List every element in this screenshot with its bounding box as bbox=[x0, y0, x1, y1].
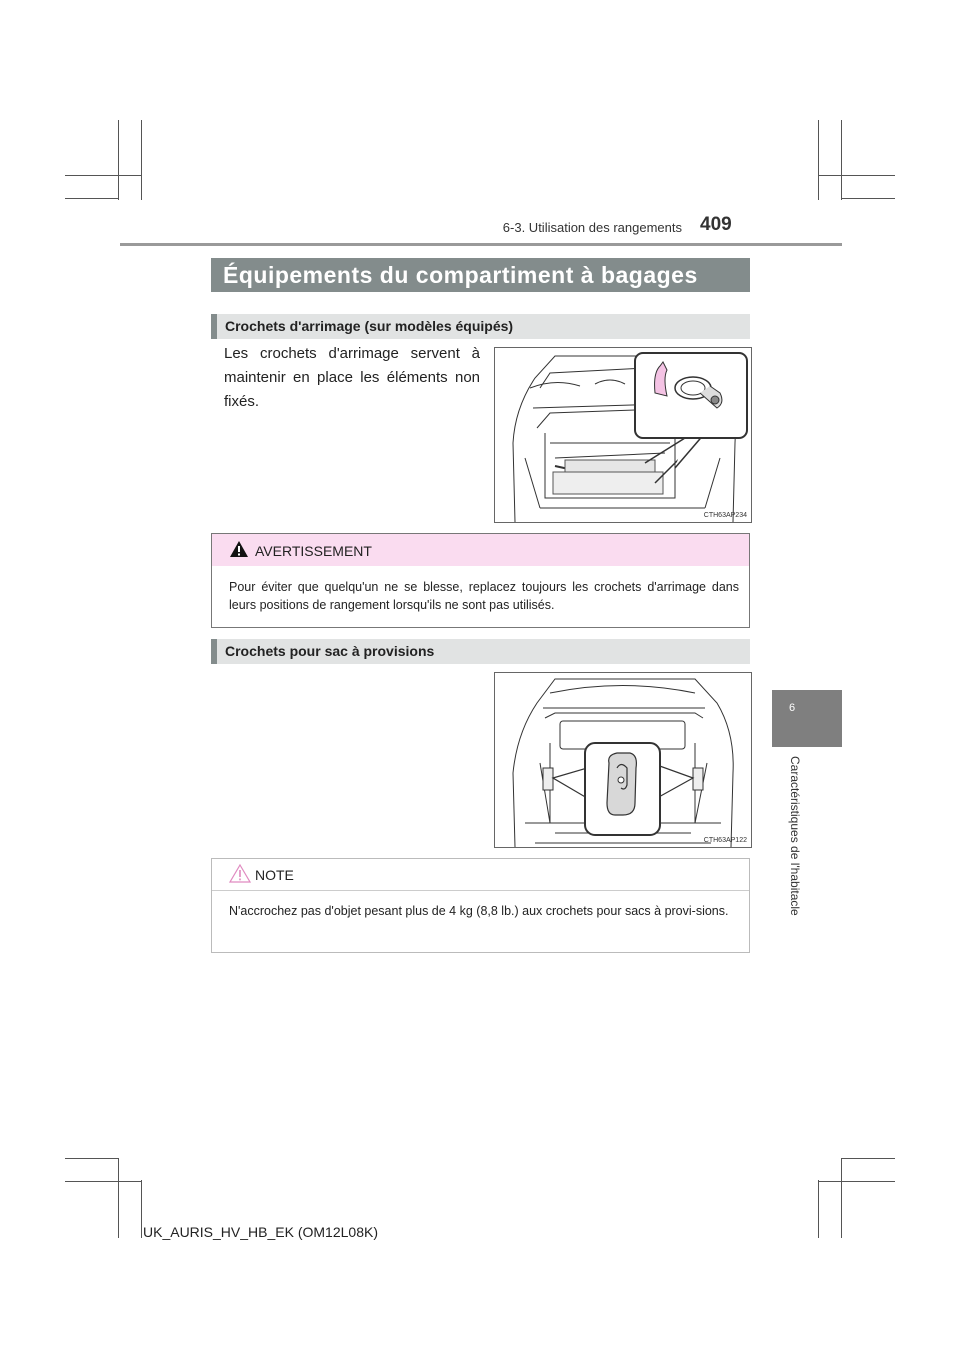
warning-box bbox=[211, 533, 750, 628]
note-text: N'accrochez pas d'objet pesant plus de 4 kg (8,8 lb.) aux crochets pour sacs à provi-sions. bbox=[229, 904, 729, 918]
section-body-lashing-hooks: Les crochets d'arrimage servent à maintenir en place les éléments non fixés. bbox=[224, 345, 480, 410]
figure-label: CTH63AP234 bbox=[703, 512, 747, 519]
page-title: Équipements du compartiment à bagages bbox=[211, 258, 750, 292]
chapter-tab bbox=[772, 690, 842, 747]
warning-text: Pour éviter que quelqu'un ne se blesse, replacez toujours les crochets d'arrimage dans leurs positions de rangement lorsqu'ils ne sont pas utilisés. bbox=[229, 580, 739, 612]
figure-shopping-bag-hooks bbox=[494, 672, 752, 848]
section-heading-lashing-hooks: Crochets d'arrimage (sur modèles équipés) bbox=[211, 314, 750, 339]
warning-header bbox=[212, 534, 749, 566]
trunk-hooks-illustration bbox=[495, 673, 751, 847]
cargo-area-illustration bbox=[495, 348, 751, 522]
warning-label: AVERTISSEMENT bbox=[255, 543, 372, 559]
figure-label: CTH63AP122 bbox=[703, 837, 747, 844]
page-number: 409 bbox=[700, 214, 732, 235]
header-divider bbox=[120, 243, 842, 246]
chapter-number: 6 bbox=[788, 702, 796, 714]
note-box bbox=[211, 858, 750, 953]
caution-triangle-icon bbox=[229, 864, 251, 888]
footer-code: UK_AURIS_HV_HB_EK (OM12L08K) bbox=[143, 1224, 378, 1240]
section-breadcrumb: 6-3. Utilisation des rangements bbox=[502, 220, 682, 235]
figure-lashing-hooks bbox=[494, 347, 752, 523]
note-header bbox=[212, 859, 749, 891]
section-heading-shopping-bag-hooks: Crochets pour sac à provisions bbox=[211, 639, 750, 664]
chapter-label: Caractéristiques de l'habitacle bbox=[788, 756, 802, 916]
warning-triangle-icon bbox=[229, 540, 249, 563]
note-label: NOTE bbox=[255, 867, 294, 883]
